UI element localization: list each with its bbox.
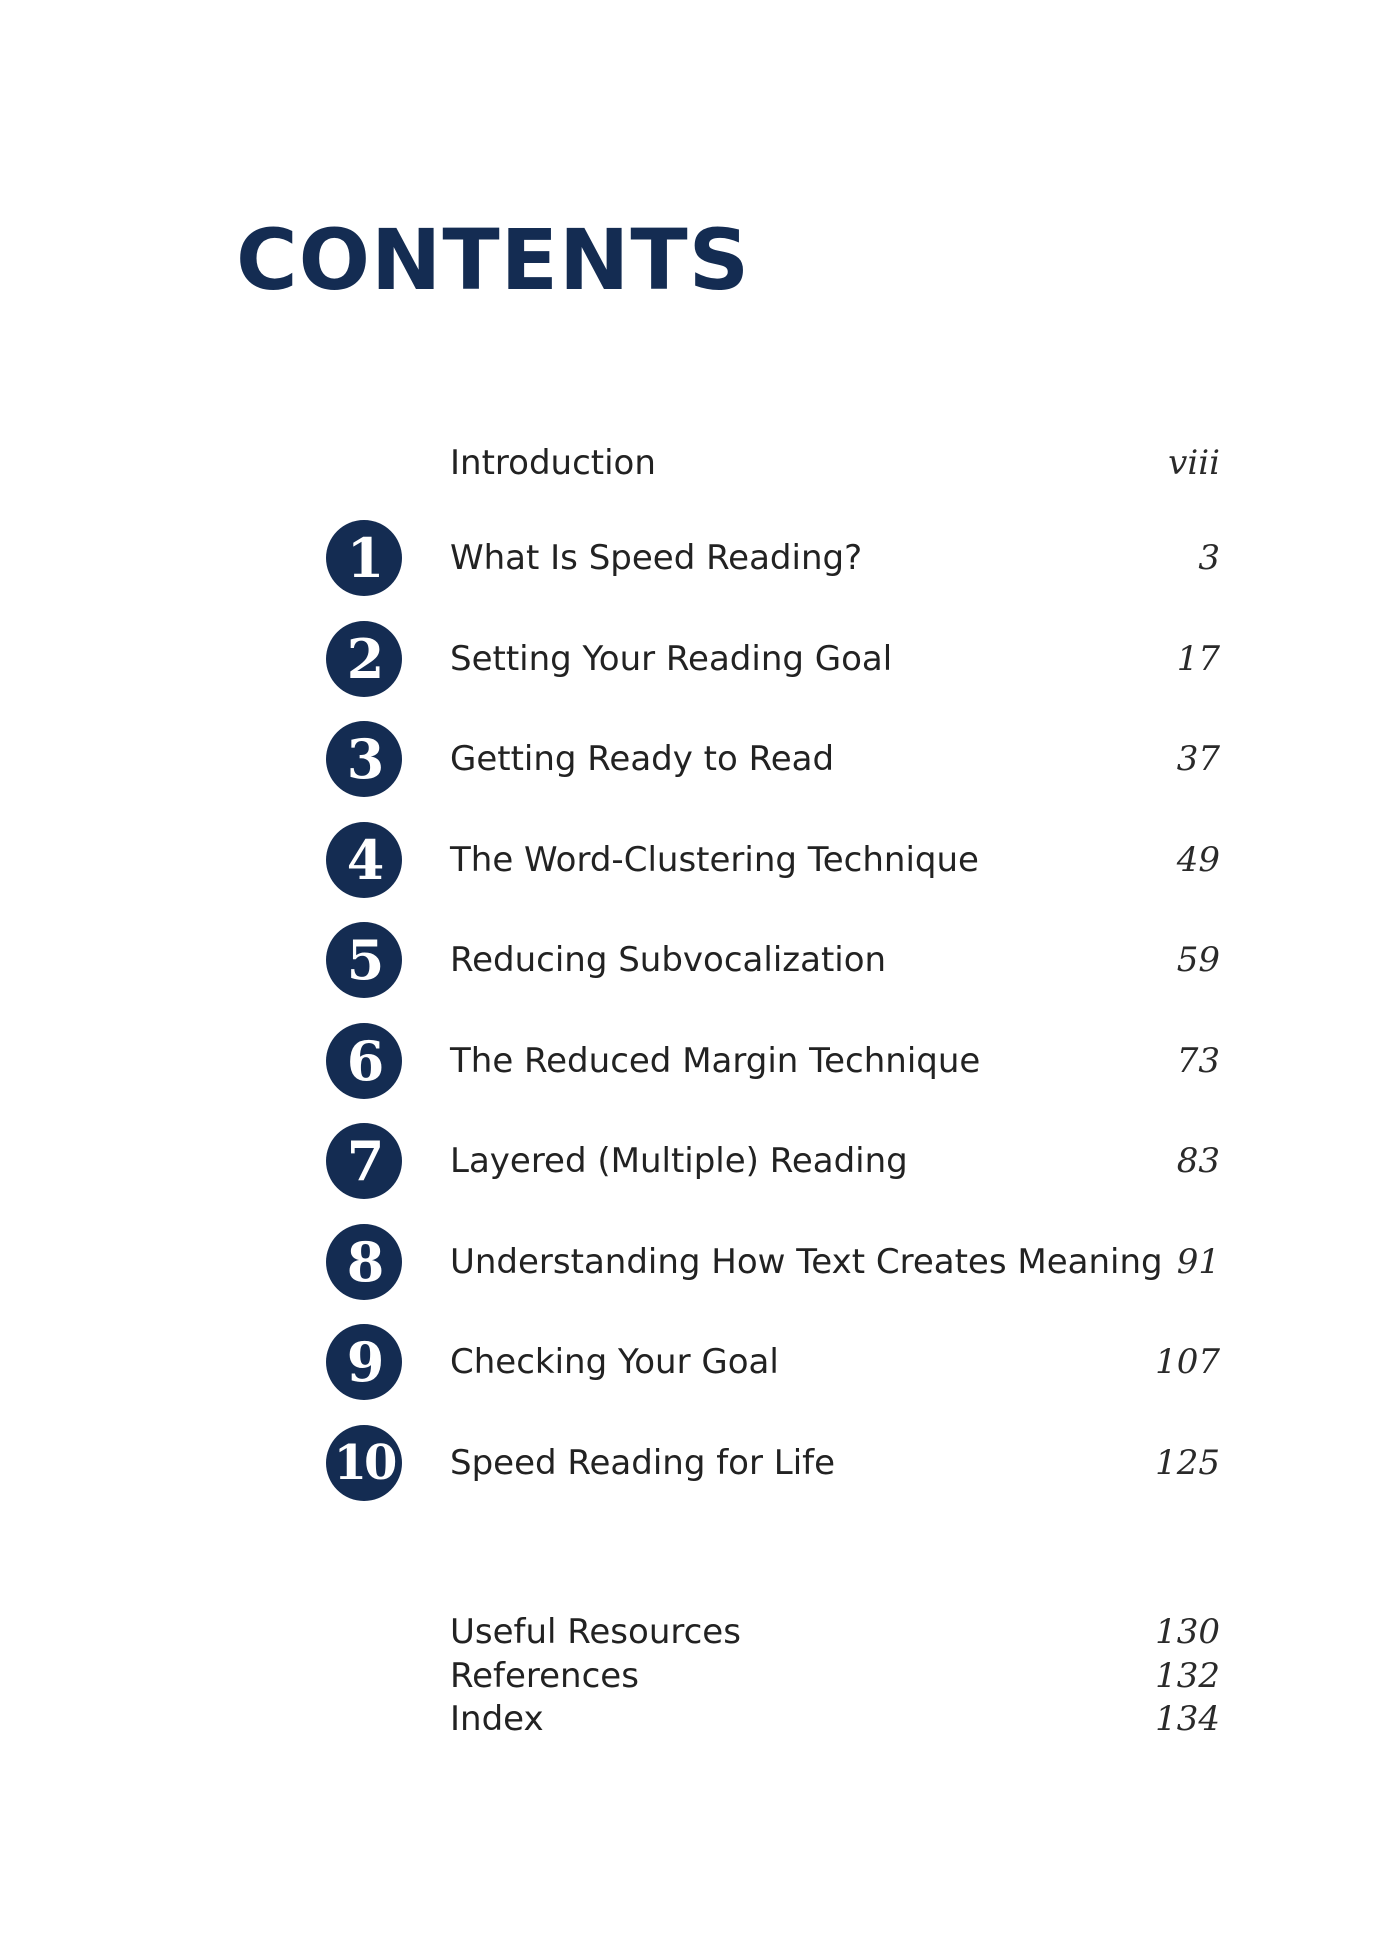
toc-entry-title: References bbox=[450, 1656, 639, 1696]
toc-entry-title: Useful Resources bbox=[450, 1612, 741, 1652]
chapter-number-badge: 4 bbox=[326, 822, 402, 898]
chapter-number-badge: 3 bbox=[326, 721, 402, 797]
chapter-number-badge: 7 bbox=[326, 1123, 402, 1199]
toc-chapter-5[interactable] bbox=[0, 920, 1396, 1000]
toc-chapter-6[interactable] bbox=[0, 1021, 1396, 1101]
toc-entry-title: Setting Your Reading Goal bbox=[450, 639, 893, 679]
toc-chapter-7[interactable] bbox=[0, 1121, 1396, 1201]
page-title: CONTENTS bbox=[236, 211, 751, 309]
toc-entry-title: Understanding How Text Creates Meaning bbox=[450, 1242, 1163, 1282]
toc-entry-index[interactable] bbox=[0, 1697, 1396, 1741]
toc-entry-page-number: viii bbox=[1168, 443, 1220, 483]
toc-entry-page-number: 125 bbox=[1155, 1443, 1220, 1483]
toc-entry-useful-resources[interactable] bbox=[0, 1610, 1396, 1654]
toc-entry-page-number: 3 bbox=[1198, 538, 1220, 578]
toc-entry-page-number: 130 bbox=[1155, 1612, 1220, 1652]
toc-chapter-1[interactable] bbox=[0, 518, 1396, 598]
toc-entry-page-number: 59 bbox=[1176, 940, 1220, 980]
toc-entry-page-number: 73 bbox=[1176, 1041, 1220, 1081]
chapter-number-badge: 2 bbox=[326, 621, 402, 697]
chapter-number-badge: 10 bbox=[326, 1425, 402, 1501]
toc-entry-page-number: 91 bbox=[1176, 1242, 1220, 1282]
toc-chapter-10[interactable] bbox=[0, 1423, 1396, 1503]
toc-entry-page-number: 83 bbox=[1176, 1141, 1220, 1181]
toc-chapter-8[interactable] bbox=[0, 1222, 1396, 1302]
toc-entry-page-number: 132 bbox=[1155, 1656, 1220, 1696]
toc-entry-title: The Word-Clustering Technique bbox=[450, 840, 979, 880]
toc-entry-title: Speed Reading for Life bbox=[450, 1443, 836, 1483]
toc-entry-title: Checking Your Goal bbox=[450, 1342, 779, 1382]
toc-entry-page-number: 17 bbox=[1176, 639, 1220, 679]
toc-entry-page-number: 134 bbox=[1155, 1699, 1220, 1739]
toc-chapter-4[interactable] bbox=[0, 820, 1396, 900]
toc-chapter-3[interactable] bbox=[0, 719, 1396, 799]
toc-entry-title: Layered (Multiple) Reading bbox=[450, 1141, 908, 1181]
toc-entry-title: Getting Ready to Read bbox=[450, 739, 835, 779]
toc-chapter-9[interactable] bbox=[0, 1322, 1396, 1402]
toc-entry-introduction[interactable] bbox=[0, 438, 1396, 488]
chapter-number-badge: 9 bbox=[326, 1324, 402, 1400]
toc-entry-page-number: 37 bbox=[1176, 739, 1220, 779]
toc-entry-title: Reducing Subvocalization bbox=[450, 940, 887, 980]
chapter-number-badge: 5 bbox=[326, 922, 402, 998]
toc-entry-references[interactable] bbox=[0, 1654, 1396, 1698]
chapter-number-badge: 1 bbox=[326, 520, 402, 596]
toc-entry-title: What Is Speed Reading? bbox=[450, 538, 863, 578]
chapter-number-badge: 6 bbox=[326, 1023, 402, 1099]
toc-entry-page-number: 107 bbox=[1155, 1342, 1220, 1382]
toc-entry-title: The Reduced Margin Technique bbox=[450, 1041, 981, 1081]
toc-chapter-2[interactable] bbox=[0, 619, 1396, 699]
toc-entry-title: Introduction bbox=[450, 443, 656, 483]
chapter-number-badge: 8 bbox=[326, 1224, 402, 1300]
toc-entry-page-number: 49 bbox=[1176, 840, 1220, 880]
toc-entry-title: Index bbox=[450, 1699, 544, 1739]
